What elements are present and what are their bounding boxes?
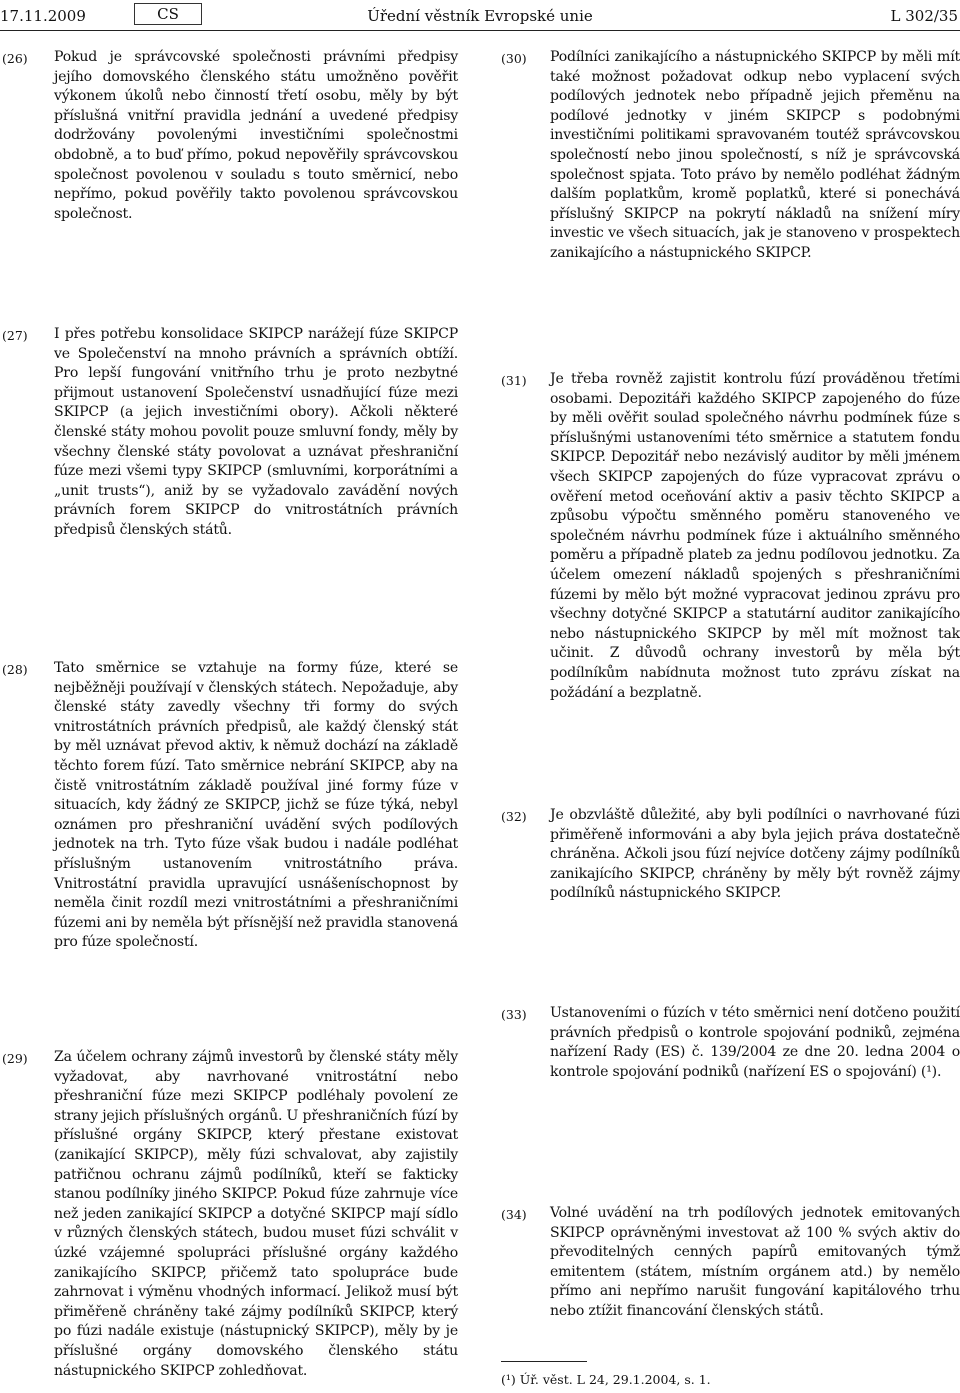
recital-text: Je třeba rovněž zajistit kontrolu fúzí prováděnou třetími osobami. Depozitáři každého SKIPCP zapojeného do fúze by měli ověřit soulad společného návrhu podmínek fúze s příslušnými ustanoveními této směrnice a statutem fondu SKIPCP. Depozitář nebo nezávislý auditor by měli jménem všech SKIPCP zapojených do fúze vypracovat zprávu o ověření metod oceňování aktiv a pasiv těchto SKIPCP a způsobu výpočtu směnného poměru stanoveného ve společném návrhu podmínek fúze i aktuálního směnného poměru a případně plateb za jednu podílovou jednotku. Za účelem omezení nákladů spojených s přeshraničními fúzemi by mělo být možné vypracovat jedinou zprávu pro všechny dotyčné SKIPCP a statutární auditor zanikajícího nebo nástupnického SKIPCP by měl mít možnost tak učinit. Z důvodů ochrany investorů by měla být podílníkům nabídnuta možnost tuto zprávu získat na požádání a bezplatně.	[550, 371, 960, 701]
footnote: (¹) Úř. věst. L 24, 29.1.2004, s. 1.	[501, 1372, 711, 1387]
recital-number: (29)	[2, 1051, 28, 1066]
recital-text: Volné uvádění na trh podílových jednotek emitovaných SKIPCP oprávněnými investovat až 100 % svých aktiv do převoditelných cenných papírů emitovaných týmž emitentem (státem, místním orgánem atd.) by nemělo přímo ani nepřímo narušit fungování kapitálového trhu nebo ztížit financování členských států.	[550, 1205, 960, 1319]
recital-text: I přes potřebu konsolidace SKIPCP narážejí fúze SKIPCP ve Společenství na mnoho právních a správních obtíží. Pro lepší fungování vnitřního trhu je proto nezbytné přijmout ustanovení Společenství usnadňující fúze mezi SKIPCP (a jejich investičními obory). Ačkoli některé členské státy mohou povolit pouze smluvní fondy, měly by všechny členské státy povolovat a uznávat přeshraniční fúze mezi všemi typy SKIPCP (smluvními, korporátními a „unit trusts“), aniž by se vyžadovalo zavádění nových právních forem SKIPCP do vnitrostátních právních předpisů členských států.	[54, 326, 458, 538]
header-rule	[0, 30, 960, 31]
recital-number: (27)	[2, 328, 28, 343]
page-reference: L 302/35	[890, 7, 958, 25]
recital-number: (32)	[501, 809, 527, 824]
recital-text: Podílníci zanikajícího a nástupnického SKIPCP by měli mít také možnost požadovat odkup nebo vyplacení svých podílových jednotek nebo případně jejich přeměnu na podílové jednotky v jiném SKIPCP s podobnými investičními politikami spravovaném toutéž správcovskou společností nebo jinou společností, s níž je správcovská společnost spjata. Toto právo by nemělo podléhat žádným dalším poplatkům, kromě poplatků, které si ponechává příslušný SKIPCP na pokrytí nákladů na snížení míry investic ve všech situacích, jak je stanoveno v prospektech zanikajícího a nástupnického SKIPCP.	[550, 49, 960, 261]
recital-text: Ustanoveními o fúzích v této směrnici není dotčeno použití právních předpisů o kontrole spojování podniků, zejména nařízení Rady (ES) č. 139/2004 ze dne 20. ledna 2004 o kontrole spojování podniků (nařízení ES o spojování) (¹).	[550, 1005, 960, 1080]
recital-number: (34)	[501, 1207, 527, 1222]
recital-text: Pokud je správcovské společnosti právními předpisy jejího domovského členského státu umožněno pověřit výkonem úkolů nebo činností třetí osobu, měly by být příslušná vnitřní pravidla jednání a uvedené předpisy dodržovány povolenými investičními společnostmi obdobně, a to buď přímo, pokud nepověřily správcovskou společnost povolenou v souladu s touto směrnicí, nebo nepřímo, pokud pověřily takto povolenou správcovskou společnost.	[54, 49, 458, 222]
journal-title: Úřední věstník Evropské unie	[367, 7, 593, 25]
recital-number: (31)	[501, 373, 527, 388]
recital-number: (33)	[501, 1007, 527, 1022]
recital-text: Tato směrnice se vztahuje na formy fúze, které se nejběžněji používají v členských státech. Nepožaduje, aby členské státy zavedly všechny tři formy do svých vnitrostátních právních předpisů, ale každý členský stát by měl uznávat převod aktiv, k němuž dochází na základě těchto forem fúzí. Tato směrnice nebrání SKIPCP, aby na čistě vnitrostátním základě používal jiné formy fúze v situacích, kdy žádný ze SKIPCP, jichž se fúze týká, nebyl oznámen pro přeshraniční uvádění svých podílových jednotek na trh. Tyto fúze však budou i nadále podléhat příslušným ustanovením vnitrostátního práva. Vnitrostátní pravidla upravující usnášeníschopnost by neměla činit rozdíl mezi vnitrostátními a přeshraničními fúzemi ani by neměla být přísnější než pravidla stanovená pro fúze společností.	[54, 660, 458, 951]
recital-number: (26)	[2, 51, 28, 66]
footnote-rule	[501, 1361, 587, 1362]
recital-text: Je obzvláště důležité, aby byli podílníci o navrhované fúzi přiměřeně informováni a aby byla jejich práva dostatečně chráněna. Ačkoli jsou fúzí nejvíce dotčeny zájmy podílníků zanikajícího SKIPCP, chráněny by měly být rovněž zájmy podílníků nástupnického SKIPCP.	[550, 807, 960, 902]
language-code-box: CS	[134, 3, 202, 25]
header-date: 17.11.2009	[0, 7, 86, 25]
recital-number: (30)	[501, 51, 527, 66]
recital-text: Za účelem ochrany zájmů investorů by členské státy měly vyžadovat, aby navrhované vnitrostátní nebo přeshraniční fúze mezi SKIPCP podléhaly povolení ze strany jejich příslušných orgánů. U přeshraničních fúzí by příslušné orgány SKIPCP, který přestane existovat (zanikající SKIPCP), měly fúzi schvalovat, aby zajistily patřičnou ochranu zájmů podílníků, kteří se fakticky stanou podílníky jiného SKIPCP. Pokud fúze zahrnuje více než jeden zanikající SKIPCP a dotyčné SKIPCP mají sídlo v různých členských státech, budou muset fúzi schválit v úzké vzájemné spolupráci příslušné orgány každého zanikajícího SKIPCP, přičemž tato spolupráce bude zahrnovat i výměnu vhodných informací. Jelikož musí být přiměřeně chráněny také zájmy podílníků SKIPCP, který po fúzi nadále existuje (nástupnický SKIPCP), měly by je příslušné orgány domovského členského státu nástupnického SKIPCP zohledňovat.	[54, 1049, 458, 1379]
recital-number: (28)	[2, 662, 28, 677]
